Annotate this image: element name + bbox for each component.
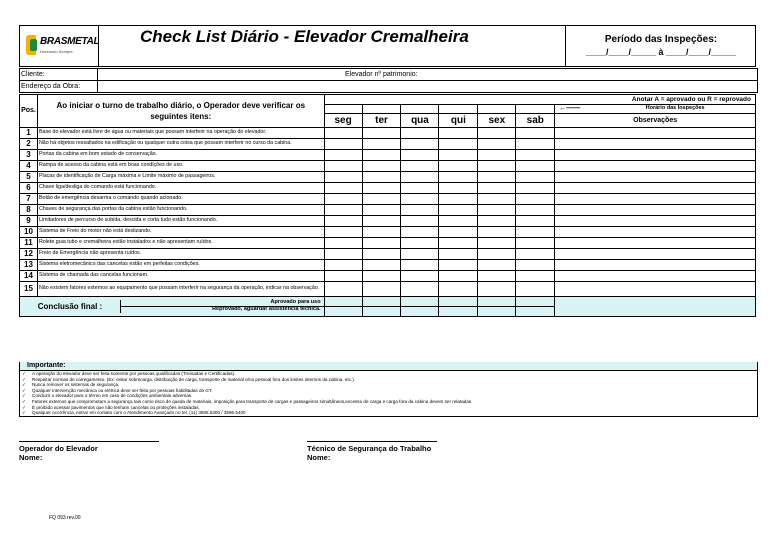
aprovado-cell-sex[interactable] <box>478 297 516 307</box>
checklist-row <box>20 271 756 282</box>
reprovado-label: Reprovado, aguardar assistência técnica. <box>212 306 321 312</box>
item-number: 8 <box>20 205 38 216</box>
item-description: Placas de identificação de Carga máxima e Limite máximo de passageiros. <box>37 172 324 183</box>
item-description: Chave liga/desliga do comando está funcionando. <box>37 183 324 194</box>
observacao-cell[interactable] <box>555 238 756 249</box>
check-cell-sab[interactable] <box>516 139 555 150</box>
check-cell-qua[interactable] <box>401 282 439 297</box>
conclusao-observacao-cell[interactable] <box>555 297 756 317</box>
checkmark-icon: ✓ <box>22 410 26 416</box>
instruction-header: Ao iniciar o turno de trabalho diário, o Operador deve verificar os seguintes itens: <box>37 95 324 128</box>
check-cell-ter[interactable] <box>362 238 401 249</box>
endereco-label: Endereço da Obra: <box>21 83 81 90</box>
checkmark-icon: ✓ <box>22 398 26 404</box>
check-cell-seg[interactable] <box>324 282 362 297</box>
brand-tagline: Honrando Sempre <box>40 49 73 54</box>
observacao-cell[interactable] <box>555 194 756 205</box>
check-cell-qui[interactable] <box>439 183 478 194</box>
check-cell-qua[interactable] <box>401 238 439 249</box>
check-cell-sab[interactable] <box>516 183 555 194</box>
importante-list <box>20 371 757 416</box>
checklist-row <box>20 150 756 161</box>
item-number: 14 <box>20 271 38 282</box>
check-cell-ter[interactable] <box>362 128 401 139</box>
item-number: 10 <box>20 227 38 238</box>
item-number: 6 <box>20 183 38 194</box>
elevador-patrimonio-label: Elevador nº patrimonio: <box>345 71 418 78</box>
item-number: 11 <box>20 238 38 249</box>
check-cell-qui[interactable] <box>439 150 478 161</box>
checklist-row <box>20 238 756 249</box>
check-cell-qui[interactable] <box>439 271 478 282</box>
check-cell-sex[interactable] <box>478 194 516 205</box>
check-cell-seg[interactable] <box>324 205 362 216</box>
check-cell-sex[interactable] <box>478 183 516 194</box>
logo-mark-inner-icon <box>30 39 37 51</box>
period-date-field[interactable]: ____/____/_____ à ____/____/_____ <box>585 47 737 57</box>
check-cell-qua[interactable] <box>401 183 439 194</box>
check-cell-ter[interactable] <box>362 161 401 172</box>
item-number: 12 <box>20 249 38 260</box>
check-cell-qui[interactable] <box>439 161 478 172</box>
check-cell-qua[interactable] <box>401 194 439 205</box>
observacao-cell[interactable] <box>555 260 756 271</box>
observacao-cell[interactable] <box>555 271 756 282</box>
check-cell-sab[interactable] <box>516 128 555 139</box>
checklist-row <box>20 282 756 297</box>
observacao-cell[interactable] <box>555 139 756 150</box>
observacao-cell[interactable] <box>555 216 756 227</box>
check-cell-ter[interactable] <box>362 139 401 150</box>
check-cell-sab[interactable] <box>516 205 555 216</box>
importante-text: É proibido acessar pavimentos que não tenham cancelas ou proteções instaladas. <box>32 404 200 410</box>
item-number: 13 <box>20 260 38 271</box>
check-cell-seg[interactable] <box>324 128 362 139</box>
item-description: Limitadores de percurso de subida, descida e corta tudo estão funcionando. <box>37 216 324 227</box>
check-cell-seg[interactable] <box>324 150 362 161</box>
arrow-left-icon: ←—— <box>559 105 581 112</box>
conclusao-label <box>20 297 325 317</box>
check-cell-ter[interactable] <box>362 271 401 282</box>
checklist-row <box>20 128 756 139</box>
check-cell-sex[interactable] <box>478 139 516 150</box>
horario-label: Horário das Inspeções <box>645 105 705 112</box>
importante-text: Qualquer ocorrência, entrar em contato com o Atendimento Avançado no tel. (11) 3596.5300 / 3596.5400 <box>32 410 246 416</box>
check-cell-sab[interactable] <box>516 161 555 172</box>
check-cell-qui[interactable] <box>439 238 478 249</box>
observacao-cell[interactable] <box>555 282 756 297</box>
reprovado-cell-sab[interactable] <box>516 307 555 317</box>
checkmark-icon: ✓ <box>22 382 26 388</box>
check-cell-qua[interactable] <box>401 128 439 139</box>
tecnico-signature-line <box>307 441 437 442</box>
observacao-cell[interactable] <box>555 249 756 260</box>
brand-logo <box>20 26 99 66</box>
item-number: 4 <box>20 161 38 172</box>
brand-name: BRASMETAL <box>40 36 100 47</box>
check-cell-qui[interactable] <box>439 128 478 139</box>
checklist-row <box>20 260 756 271</box>
importante-text: Respeitar normas de carregamento. (Ex: evitar sobrecarga, distribuição de carga, transporte de material e/ou pessoal fora dos limites internos da cabina, etc.). <box>32 376 356 382</box>
item-number: 7 <box>20 194 38 205</box>
check-cell-ter[interactable] <box>362 194 401 205</box>
observacao-cell[interactable] <box>555 161 756 172</box>
checklist-row <box>20 183 756 194</box>
day-header-seg: seg <box>324 114 362 128</box>
check-cell-ter[interactable] <box>362 183 401 194</box>
item-description: Chaves de segurança das portas da cabina estão funcionando. <box>37 205 324 216</box>
check-cell-qua[interactable] <box>401 216 439 227</box>
check-cell-ter[interactable] <box>362 150 401 161</box>
checklist-row <box>20 205 756 216</box>
checklist-row <box>20 172 756 183</box>
importante-text: Nunca remover os sistemas de segurança. <box>32 382 120 388</box>
operador-signature-line <box>19 441 159 442</box>
item-number: 3 <box>20 150 38 161</box>
check-cell-seg[interactable] <box>324 161 362 172</box>
check-cell-qua[interactable] <box>401 249 439 260</box>
conclusao-text: Conclusão final : <box>37 301 103 311</box>
observacao-cell[interactable] <box>555 150 756 161</box>
checkmark-icon: ✓ <box>22 387 26 393</box>
check-cell-sab[interactable] <box>516 282 555 297</box>
check-cell-sex[interactable] <box>478 238 516 249</box>
importante-box <box>19 362 758 417</box>
check-cell-sex[interactable] <box>478 282 516 297</box>
observacao-cell[interactable] <box>555 172 756 183</box>
checkmark-icon: ✓ <box>22 371 26 376</box>
horario-header <box>555 105 756 114</box>
check-cell-qua[interactable] <box>401 260 439 271</box>
importante-item <box>20 410 757 416</box>
observacao-cell[interactable] <box>555 128 756 139</box>
check-cell-qua[interactable] <box>401 161 439 172</box>
day-header-ter: ter <box>362 114 401 128</box>
day-header-sex: sex <box>478 114 516 128</box>
check-cell-seg[interactable] <box>324 271 362 282</box>
check-cell-sex[interactable] <box>478 150 516 161</box>
horario-cell[interactable] <box>478 105 516 114</box>
observacao-cell[interactable] <box>555 183 756 194</box>
check-cell-seg[interactable] <box>324 172 362 183</box>
period-title: Período das Inspeções: <box>604 34 718 45</box>
check-cell-ter[interactable] <box>362 282 401 297</box>
observacao-cell[interactable] <box>555 227 756 238</box>
tecnico-label: Técnico de Segurança do Trabalho <box>307 444 432 453</box>
observacoes-header: Observações <box>555 114 756 128</box>
form-code: FQ 093 rev.00 <box>49 515 81 521</box>
check-cell-qui[interactable] <box>439 227 478 238</box>
check-cell-qua[interactable] <box>401 205 439 216</box>
item-description: Não há objetos ressaltados na edificação ou qualquer outra coisa que possam interferir no curso da cabina. <box>37 139 324 150</box>
item-description: Rolete guia tubo e cremalheira estão instalados e não apresentam ruídos. <box>37 238 324 249</box>
check-cell-sab[interactable] <box>516 271 555 282</box>
checkmark-icon: ✓ <box>22 404 26 410</box>
item-number: 9 <box>20 216 38 227</box>
check-cell-sex[interactable] <box>478 161 516 172</box>
check-cell-sex[interactable] <box>478 271 516 282</box>
check-cell-sab[interactable] <box>516 216 555 227</box>
reprovado-cell-qua[interactable] <box>401 307 439 317</box>
check-cell-qua[interactable] <box>401 271 439 282</box>
checklist-row <box>20 194 756 205</box>
check-cell-sab[interactable] <box>516 172 555 183</box>
check-cell-sab[interactable] <box>516 227 555 238</box>
check-cell-qui[interactable] <box>439 260 478 271</box>
item-description: Sistema de Freio do motor não está deslizando. <box>37 227 324 238</box>
check-cell-sab[interactable] <box>516 194 555 205</box>
importante-text: A operação do elevador deve ser feita somente por pessoas qualificadas (Treinadas e Certificadas). <box>32 371 236 376</box>
check-cell-ter[interactable] <box>362 249 401 260</box>
reprovado-cell-qui[interactable] <box>439 307 478 317</box>
horario-cell[interactable] <box>401 105 439 114</box>
check-cell-sex[interactable] <box>478 227 516 238</box>
check-cell-sex[interactable] <box>478 172 516 183</box>
tecnico-nome-label[interactable]: Nome: <box>307 453 331 462</box>
importante-text: Fatores externos que comprometam a segurança tais como risco de queda de materiais, imposição para transporte de cargas e passageiros simultâneos,excesso de carga e carga fora da cabina devem ser relatadas. <box>32 398 473 404</box>
reprovado-cell-sex[interactable] <box>478 307 516 317</box>
day-header-qui: qui <box>439 114 478 128</box>
check-cell-qui[interactable] <box>439 249 478 260</box>
aprovado-cell-ter[interactable] <box>362 297 401 307</box>
check-cell-sab[interactable] <box>516 238 555 249</box>
check-cell-sab[interactable] <box>516 260 555 271</box>
check-cell-sab[interactable] <box>516 150 555 161</box>
check-cell-sex[interactable] <box>478 128 516 139</box>
day-header-sab: sab <box>516 114 555 128</box>
check-cell-seg[interactable] <box>324 194 362 205</box>
check-cell-ter[interactable] <box>362 172 401 183</box>
aprovado-cell-qui[interactable] <box>439 297 478 307</box>
check-cell-qui[interactable] <box>439 172 478 183</box>
checkmark-icon: ✓ <box>22 393 26 399</box>
check-cell-seg[interactable] <box>324 216 362 227</box>
period-box <box>565 26 756 66</box>
check-cell-qua[interactable] <box>401 150 439 161</box>
importante-title: Importante: <box>20 362 757 371</box>
check-cell-ter[interactable] <box>362 205 401 216</box>
item-number: 5 <box>20 172 38 183</box>
tecnico-signature <box>307 444 431 462</box>
horario-cell[interactable] <box>439 105 478 114</box>
check-cell-qui[interactable] <box>439 282 478 297</box>
item-number: 1 <box>20 128 38 139</box>
check-cell-seg[interactable] <box>324 183 362 194</box>
check-cell-seg[interactable] <box>324 139 362 150</box>
pos-header: Pos. <box>20 95 38 128</box>
check-cell-seg[interactable] <box>324 249 362 260</box>
check-cell-qui[interactable] <box>439 216 478 227</box>
item-description: Botão de emergência desarma o comando quando acionado. <box>37 194 324 205</box>
check-cell-qua[interactable] <box>401 139 439 150</box>
check-cell-qua[interactable] <box>401 227 439 238</box>
check-cell-qui[interactable] <box>439 139 478 150</box>
check-cell-sab[interactable] <box>516 249 555 260</box>
observacao-cell[interactable] <box>555 205 756 216</box>
checklist-row <box>20 249 756 260</box>
check-cell-qui[interactable] <box>439 205 478 216</box>
checklist-table <box>19 94 756 317</box>
item-description: Não existem fatores externos ao equipamento que possam interferir na segurança da operação, indicar na observação. <box>37 282 324 297</box>
aprovado-cell-sab[interactable] <box>516 297 555 307</box>
cliente-label: Cliente: <box>21 71 45 78</box>
item-number: 2 <box>20 139 38 150</box>
item-description: Sistema eletromecânico das cancelas estão em perfeitas condições. <box>37 260 324 271</box>
checklist-row <box>20 227 756 238</box>
check-cell-sex[interactable] <box>478 260 516 271</box>
check-cell-seg[interactable] <box>324 260 362 271</box>
operador-nome-label[interactable]: Nome: <box>19 453 43 462</box>
item-description: Portas da cabina em bom estado de conservação. <box>37 150 324 161</box>
check-cell-ter[interactable] <box>362 260 401 271</box>
checklist-row <box>20 161 756 172</box>
day-header-qua: qua <box>401 114 439 128</box>
importante-text: Conduzir o elevador para o térreo em caso de condições ambientais adversas. <box>32 393 193 399</box>
anotar-legend: Anotar A = aprovado ou R = reprovado <box>324 95 755 105</box>
aprovado-cell-seg[interactable] <box>324 297 362 307</box>
check-cell-seg[interactable] <box>324 238 362 249</box>
check-cell-sex[interactable] <box>478 205 516 216</box>
importante-text: Qualquer intervenção mecânica ou elétrica deve ser feita por pessoas habilitadas do GT. <box>32 387 213 393</box>
check-cell-sex[interactable] <box>478 216 516 227</box>
check-cell-qui[interactable] <box>439 194 478 205</box>
operador-label: Operador do Elevador <box>19 444 98 453</box>
page-title: Check List Diário - Elevador Cremalheira <box>140 27 469 46</box>
horario-cell[interactable] <box>324 105 362 114</box>
endereco-row <box>19 80 758 93</box>
item-number: 15 <box>20 282 38 297</box>
checklist-row <box>20 139 756 150</box>
reprovado-cell-seg[interactable] <box>324 307 362 317</box>
header-box <box>19 25 756 67</box>
checkmark-icon: ✓ <box>22 376 26 382</box>
item-description: Freio de Emergência não apresenta ruídos. <box>37 249 324 260</box>
aprovado-label: Aprovado para uso <box>121 300 324 307</box>
check-cell-seg[interactable] <box>324 227 362 238</box>
check-cell-ter[interactable] <box>362 227 401 238</box>
operador-signature <box>19 444 98 462</box>
aprovado-cell-qua[interactable] <box>401 297 439 307</box>
check-cell-sex[interactable] <box>478 249 516 260</box>
item-description: Base do elevador está livre de água ou materiais que possam interferir na operação do elevador. <box>37 128 324 139</box>
check-cell-ter[interactable] <box>362 216 401 227</box>
check-cell-qua[interactable] <box>401 172 439 183</box>
horario-cell[interactable] <box>516 105 555 114</box>
horario-cell[interactable] <box>362 105 401 114</box>
item-description: Sistema de chamada das cancelas funcionam. <box>37 271 324 282</box>
checklist-row <box>20 216 756 227</box>
item-description: Rampa de acesso da cabina está em boas condições de uso. <box>37 161 324 172</box>
reprovado-cell-ter[interactable] <box>362 307 401 317</box>
